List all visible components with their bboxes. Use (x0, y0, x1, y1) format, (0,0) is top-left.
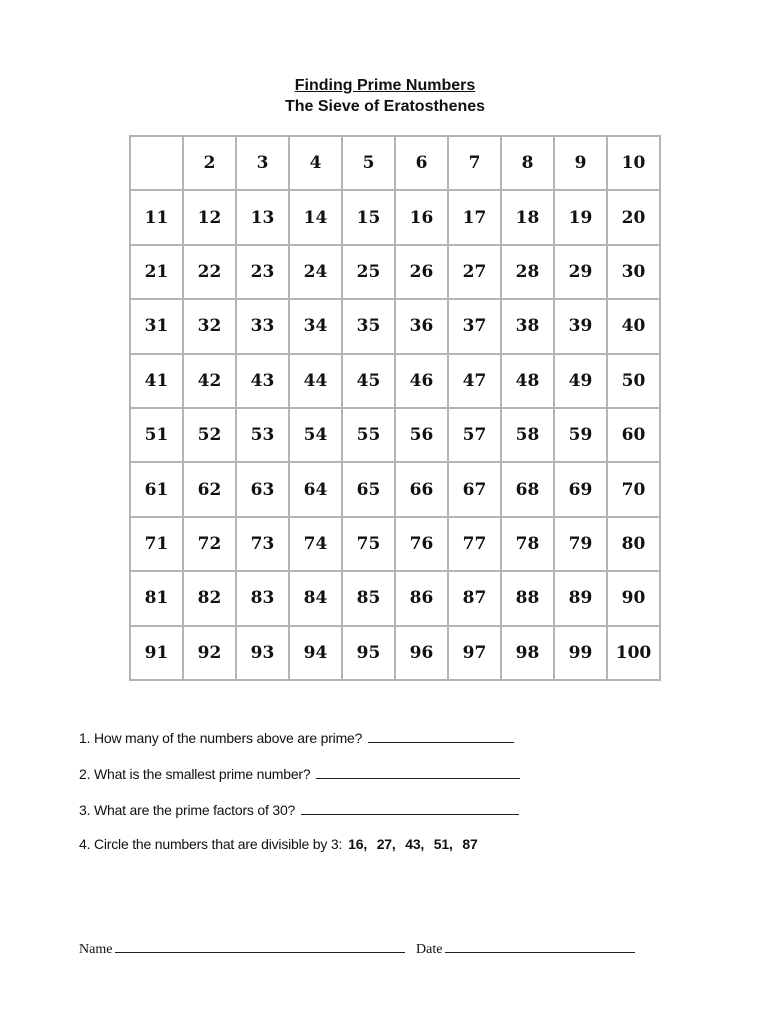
grid-cell[interactable]: 16 (395, 190, 448, 244)
grid-cell[interactable]: 21 (130, 245, 183, 299)
question-4 (79, 836, 478, 852)
grid-cell[interactable]: 51 (130, 408, 183, 462)
grid-cell[interactable]: 10 (607, 136, 660, 190)
grid-cell[interactable]: 27 (448, 245, 501, 299)
date-field (416, 938, 635, 958)
grid-cell[interactable]: 54 (289, 408, 342, 462)
grid-cell[interactable]: 39 (554, 299, 607, 353)
grid-cell[interactable]: 44 (289, 354, 342, 408)
grid-row (130, 571, 660, 625)
grid-cell[interactable]: 86 (395, 571, 448, 625)
grid-cell[interactable]: 91 (130, 626, 183, 680)
grid-cell[interactable]: 78 (501, 517, 554, 571)
grid-cell[interactable]: 73 (236, 517, 289, 571)
grid-cell[interactable]: 96 (395, 626, 448, 680)
question-2-text: 2. What is the smallest prime number? (79, 766, 311, 782)
grid-cell[interactable]: 36 (395, 299, 448, 353)
question-3 (79, 800, 519, 818)
grid-cell[interactable]: 72 (183, 517, 236, 571)
grid-cell[interactable]: 88 (501, 571, 554, 625)
grid-cell[interactable]: 87 (448, 571, 501, 625)
grid-cell[interactable]: 90 (607, 571, 660, 625)
grid-cell[interactable]: 43 (236, 354, 289, 408)
date-label: Date (416, 942, 443, 957)
question-1 (79, 728, 514, 746)
grid-row (130, 245, 660, 299)
question-4-numbers[interactable]: 16, 27, 43, 51, 87 (348, 836, 478, 852)
grid-row (130, 136, 660, 190)
grid-cell[interactable]: 17 (448, 190, 501, 244)
grid-cell[interactable]: 81 (130, 571, 183, 625)
grid-cell[interactable]: 34 (289, 299, 342, 353)
grid-cell[interactable]: 84 (289, 571, 342, 625)
grid-cell[interactable]: 52 (183, 408, 236, 462)
name-field (79, 938, 405, 958)
grid-cell[interactable]: 23 (236, 245, 289, 299)
grid-cell[interactable]: 95 (342, 626, 395, 680)
grid-cell[interactable]: 77 (448, 517, 501, 571)
grid-cell[interactable]: 22 (183, 245, 236, 299)
grid-cell[interactable]: 70 (607, 462, 660, 516)
question-4-text: 4. Circle the numbers that are divisible by 3: (79, 836, 343, 852)
grid-cell[interactable]: 59 (554, 408, 607, 462)
grid-cell[interactable]: 100 (607, 626, 660, 680)
grid-cell[interactable]: 29 (554, 245, 607, 299)
grid-cell[interactable]: 93 (236, 626, 289, 680)
grid-cell[interactable]: 57 (448, 408, 501, 462)
grid-cell[interactable]: 76 (395, 517, 448, 571)
grid-cell[interactable]: 30 (607, 245, 660, 299)
grid-cell[interactable]: 63 (236, 462, 289, 516)
grid-cell[interactable]: 12 (183, 190, 236, 244)
grid-cell[interactable]: 98 (501, 626, 554, 680)
grid-cell[interactable]: 13 (236, 190, 289, 244)
grid-row (130, 462, 660, 516)
grid-cell[interactable]: 92 (183, 626, 236, 680)
grid-cell[interactable]: 15 (342, 190, 395, 244)
grid-cell[interactable]: 67 (448, 462, 501, 516)
grid-cell[interactable]: 60 (607, 408, 660, 462)
grid-cell[interactable]: 28 (501, 245, 554, 299)
grid-cell[interactable]: 46 (395, 354, 448, 408)
grid-cell[interactable]: 68 (501, 462, 554, 516)
grid-cell[interactable]: 94 (289, 626, 342, 680)
grid-row (130, 190, 660, 244)
grid-cell[interactable]: 37 (448, 299, 501, 353)
worksheet-title: Finding Prime Numbers (294, 77, 476, 94)
grid-cell[interactable]: 48 (501, 354, 554, 408)
grid-cell[interactable]: 82 (183, 571, 236, 625)
grid-cell[interactable]: 79 (554, 517, 607, 571)
grid-cell[interactable]: 25 (342, 245, 395, 299)
number-grid (129, 135, 661, 681)
question-2-answer-line[interactable] (316, 764, 520, 779)
question-1-text: 1. How many of the numbers above are prime? (79, 730, 363, 746)
grid-cell[interactable]: 99 (554, 626, 607, 680)
question-1-answer-line[interactable] (368, 728, 514, 743)
grid-cell[interactable] (130, 136, 183, 190)
grid-row (130, 299, 660, 353)
grid-cell[interactable]: 31 (130, 299, 183, 353)
grid-cell[interactable]: 64 (289, 462, 342, 516)
grid-cell[interactable]: 71 (130, 517, 183, 571)
grid-cell[interactable]: 18 (501, 190, 554, 244)
question-2 (79, 764, 520, 782)
grid-cell[interactable]: 9 (554, 136, 607, 190)
grid-cell[interactable]: 62 (183, 462, 236, 516)
grid-cell[interactable]: 42 (183, 354, 236, 408)
grid-cell[interactable]: 85 (342, 571, 395, 625)
grid-cell[interactable]: 65 (342, 462, 395, 516)
grid-cell[interactable]: 55 (342, 408, 395, 462)
grid-cell[interactable]: 19 (554, 190, 607, 244)
grid-cell[interactable]: 38 (501, 299, 554, 353)
grid-cell[interactable]: 35 (342, 299, 395, 353)
grid-cell[interactable]: 61 (130, 462, 183, 516)
grid-cell[interactable]: 24 (289, 245, 342, 299)
grid-cell[interactable]: 32 (183, 299, 236, 353)
question-3-text: 3. What are the prime factors of 30? (79, 802, 296, 818)
grid-cell[interactable]: 5 (342, 136, 395, 190)
grid-row (130, 517, 660, 571)
grid-row (130, 408, 660, 462)
date-line[interactable] (445, 938, 635, 953)
grid-cell[interactable]: 45 (342, 354, 395, 408)
grid-cell[interactable]: 49 (554, 354, 607, 408)
name-line[interactable] (115, 938, 405, 953)
grid-cell[interactable]: 11 (130, 190, 183, 244)
grid-cell[interactable]: 4 (289, 136, 342, 190)
grid-cell[interactable]: 97 (448, 626, 501, 680)
grid-cell[interactable]: 7 (448, 136, 501, 190)
grid-cell[interactable]: 41 (130, 354, 183, 408)
grid-cell[interactable]: 66 (395, 462, 448, 516)
grid-cell[interactable]: 80 (607, 517, 660, 571)
grid-row (130, 626, 660, 680)
grid-cell[interactable]: 89 (554, 571, 607, 625)
grid-cell[interactable]: 69 (554, 462, 607, 516)
grid-cell[interactable]: 33 (236, 299, 289, 353)
grid-cell[interactable]: 58 (501, 408, 554, 462)
grid-cell[interactable]: 40 (607, 299, 660, 353)
grid-cell[interactable]: 2 (183, 136, 236, 190)
grid-cell[interactable]: 47 (448, 354, 501, 408)
grid-cell[interactable]: 83 (236, 571, 289, 625)
grid-cell[interactable]: 3 (236, 136, 289, 190)
grid-cell[interactable]: 14 (289, 190, 342, 244)
grid-cell[interactable]: 26 (395, 245, 448, 299)
grid-row (130, 354, 660, 408)
worksheet-subtitle: The Sieve of Eratosthenes (284, 98, 486, 115)
question-3-answer-line[interactable] (301, 800, 519, 815)
grid-cell[interactable]: 75 (342, 517, 395, 571)
name-label: Name (79, 942, 113, 957)
grid-cell[interactable]: 74 (289, 517, 342, 571)
grid-cell[interactable]: 56 (395, 408, 448, 462)
grid-cell[interactable]: 6 (395, 136, 448, 190)
grid-cell[interactable]: 50 (607, 354, 660, 408)
grid-cell[interactable]: 53 (236, 408, 289, 462)
grid-cell[interactable]: 8 (501, 136, 554, 190)
grid-cell[interactable]: 20 (607, 190, 660, 244)
